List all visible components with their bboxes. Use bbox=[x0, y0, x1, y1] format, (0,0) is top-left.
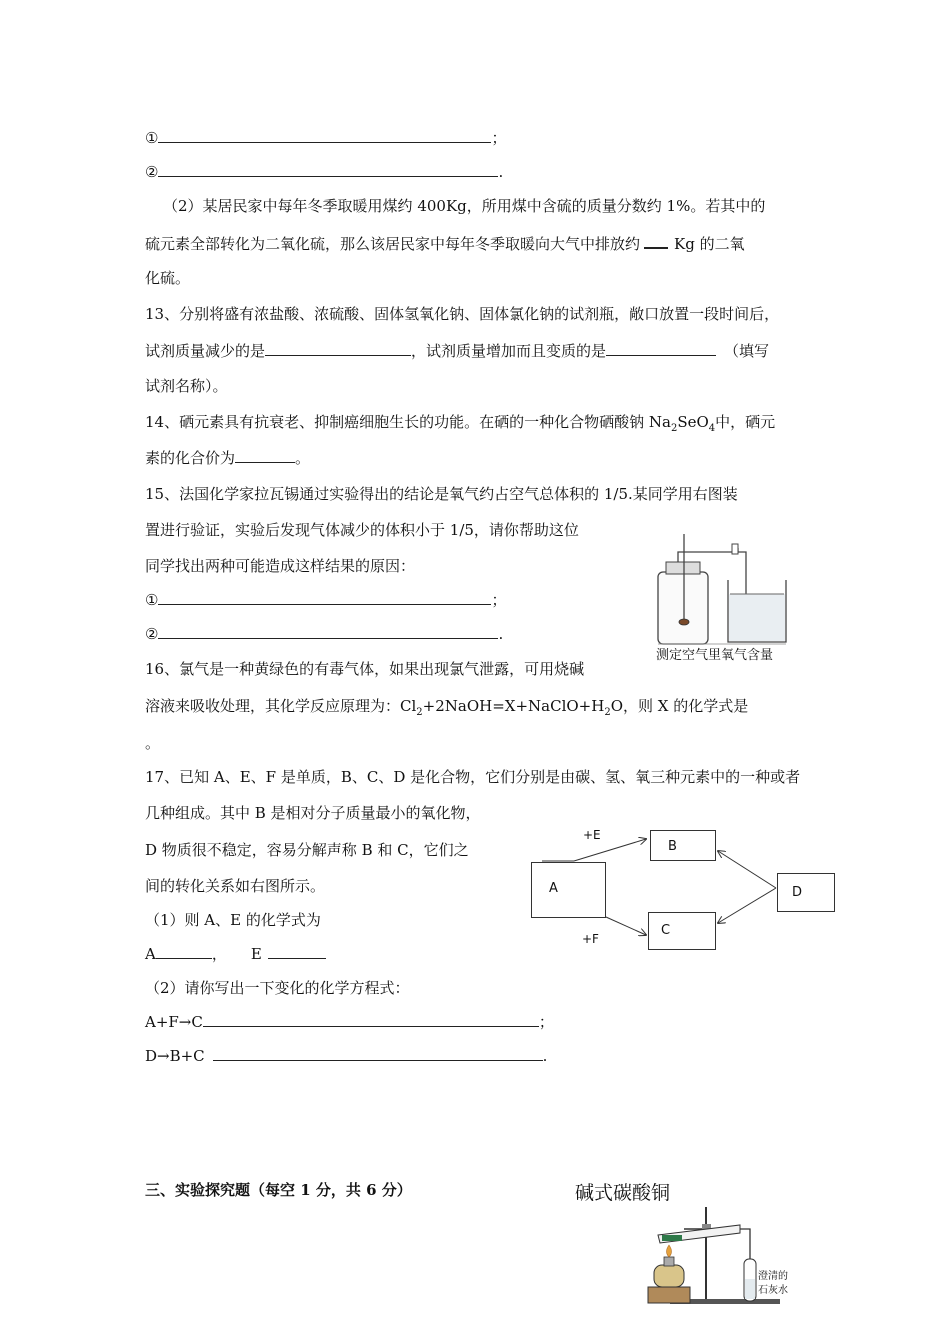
subscript: 2 bbox=[416, 707, 423, 718]
limewater-label-line2: 石灰水 bbox=[758, 1285, 788, 1296]
diagram-box-d bbox=[777, 873, 835, 912]
answer-blank[interactable] bbox=[235, 448, 295, 463]
subscript: 4 bbox=[708, 423, 716, 434]
q12-item1-marker: ① bbox=[145, 129, 159, 147]
box-a-label: A bbox=[549, 881, 558, 896]
plus-e-label: +E bbox=[583, 828, 601, 842]
diagram-box-a bbox=[531, 862, 606, 918]
q14-text: 素的化合价为 bbox=[145, 449, 236, 467]
eq2-end: . bbox=[542, 1047, 548, 1065]
q15-item2-end: . bbox=[498, 625, 504, 643]
section3-title: 三、实验探究题（每空 1 分，共 6 分） bbox=[145, 1181, 412, 1199]
q13-line3: 试剂名称）。 bbox=[145, 377, 228, 395]
q13-text-c: （填写 bbox=[724, 342, 770, 360]
subscript: 2 bbox=[670, 423, 678, 434]
answer-blank[interactable] bbox=[158, 162, 498, 177]
eq2-label: D→B+C bbox=[145, 1047, 205, 1065]
answer-blank[interactable] bbox=[265, 341, 411, 356]
q12-item1-end: ； bbox=[491, 129, 507, 147]
answer-blank[interactable] bbox=[158, 590, 491, 605]
q17-line2: 几种组成。其中 B 是相对分子质量最小的氧化物， bbox=[145, 804, 481, 822]
answer-blank[interactable] bbox=[606, 341, 716, 356]
q14-line1 bbox=[145, 412, 775, 432]
answer-blank[interactable] bbox=[644, 233, 668, 249]
q15-item1-marker: ① bbox=[145, 591, 159, 609]
q15-item2-marker: ② bbox=[145, 625, 159, 643]
q15-item1-end: ； bbox=[491, 591, 507, 609]
q12-part2-line3: 化硫。 bbox=[145, 269, 191, 287]
q13-line1: 13、分别将盛有浓盐酸、浓硫酸、固体氢氧化钠、固体氯化钠的试剂瓶，敞口放置一段时间后， bbox=[145, 305, 780, 323]
q17-sub2: （2）请你写出一下变化的化学方程式： bbox=[145, 979, 410, 997]
answer-blank[interactable] bbox=[156, 944, 212, 959]
oxygen-figure-caption: 测定空气里氧气含量 bbox=[656, 648, 774, 663]
q17-eq1 bbox=[145, 1012, 554, 1032]
q15-line2: 置进行验证，实验后发现气体减少的体积小于 1/5，请你帮助这位 bbox=[145, 521, 579, 539]
q16-line2 bbox=[145, 696, 748, 716]
q15-answer-line-1 bbox=[145, 590, 506, 610]
q16-text: 溶液来吸收处理，其化学反应原理为：Cl bbox=[145, 697, 417, 715]
q17-line4: 间的转化关系如右图所示。 bbox=[145, 877, 326, 895]
q15-line1: 15、法国化学家拉瓦锡通过实验得出的结论是氧气约占空气总体积的 1/5.某同学用右图装 bbox=[145, 485, 738, 503]
q12-part2-unit: Kg 的二氧 bbox=[674, 235, 745, 253]
q16-line1: 16、氯气是一种黄绿色的有毒气体，如果出现氯气泄露，可用烧碱 bbox=[145, 660, 585, 678]
q15-answer-line-2 bbox=[145, 624, 503, 644]
q14-text: 。 bbox=[295, 449, 311, 467]
q12-part2-line1: （2）某居民家中每年冬季取暖用煤约 400Kg，所用煤中含硫的质量分数约 1%。若其中的 bbox=[163, 197, 766, 215]
q13-text-b: ，试剂质量增加而且变质的是 bbox=[411, 342, 607, 360]
q13-line2 bbox=[145, 341, 769, 361]
q13-text-a: 试剂质量减少的是 bbox=[145, 342, 266, 360]
answer-blank[interactable] bbox=[158, 128, 491, 143]
q17-line1: 17、已知 A、E、F 是单质，B、C、D 是化合物，它们分别是由碳、氢、氧三种元素中的一种或者 bbox=[145, 768, 801, 786]
q16-text: +2NaOH=X+NaClO+H bbox=[422, 697, 605, 715]
answer-blank[interactable] bbox=[268, 944, 326, 959]
box-b-label: B bbox=[668, 839, 677, 854]
q12-part2-line2 bbox=[145, 233, 745, 254]
answer-blank[interactable] bbox=[203, 1012, 539, 1027]
q16-line3: 。 bbox=[145, 734, 161, 752]
limewater-label-line1: 澄清的 bbox=[758, 1271, 788, 1282]
q14-line2 bbox=[145, 448, 310, 468]
q17-a-e-answers bbox=[145, 944, 326, 964]
diagram-box-b bbox=[650, 830, 716, 861]
eq1-end: ； bbox=[538, 1013, 554, 1031]
q12-item2-end: . bbox=[498, 163, 504, 181]
q17-line3: D 物质很不稳定，容易分解声称 B 和 C，它们之 bbox=[145, 841, 469, 859]
q12-part2-text: 硫元素全部转化为二氧化硫，那么该居民家中每年冬季取暖向大气中排放约 bbox=[145, 235, 641, 253]
q16-text: O，则 X 的化学式是 bbox=[610, 697, 749, 715]
q15-line3: 同学找出两种可能造成这样结果的原因： bbox=[145, 557, 416, 575]
q12-item2-marker: ② bbox=[145, 163, 159, 181]
q14-text: SeO bbox=[677, 413, 709, 431]
label-a: A bbox=[145, 945, 156, 963]
diagram-box-c bbox=[648, 912, 716, 950]
box-c-label: C bbox=[661, 923, 671, 938]
q14-text: 14、硒元素具有抗衰老、抑制癌细胞生长的功能。在硒的一种化合物硒酸钠 Na bbox=[145, 413, 671, 431]
q17-sub1: （1）则 A、E 的化学式为 bbox=[145, 911, 321, 929]
box-d-label: D bbox=[792, 885, 803, 900]
answer-blank[interactable] bbox=[213, 1046, 543, 1061]
q12-answer-line-1 bbox=[145, 128, 506, 148]
oxygen-content-apparatus-figure bbox=[646, 530, 816, 650]
separator: ， bbox=[211, 945, 227, 963]
q17-eq2 bbox=[145, 1046, 547, 1066]
label-e: E bbox=[250, 945, 262, 963]
q12-answer-line-2 bbox=[145, 162, 503, 182]
eq1-label: A+F→C bbox=[145, 1013, 203, 1031]
q14-text: 中，硒元 bbox=[715, 413, 776, 431]
plus-f-label: +F bbox=[582, 932, 599, 946]
basic-copper-carbonate-figure-title: 碱式碳酸铜 bbox=[575, 1182, 671, 1204]
subscript: 2 bbox=[604, 707, 611, 718]
answer-blank[interactable] bbox=[158, 624, 498, 639]
